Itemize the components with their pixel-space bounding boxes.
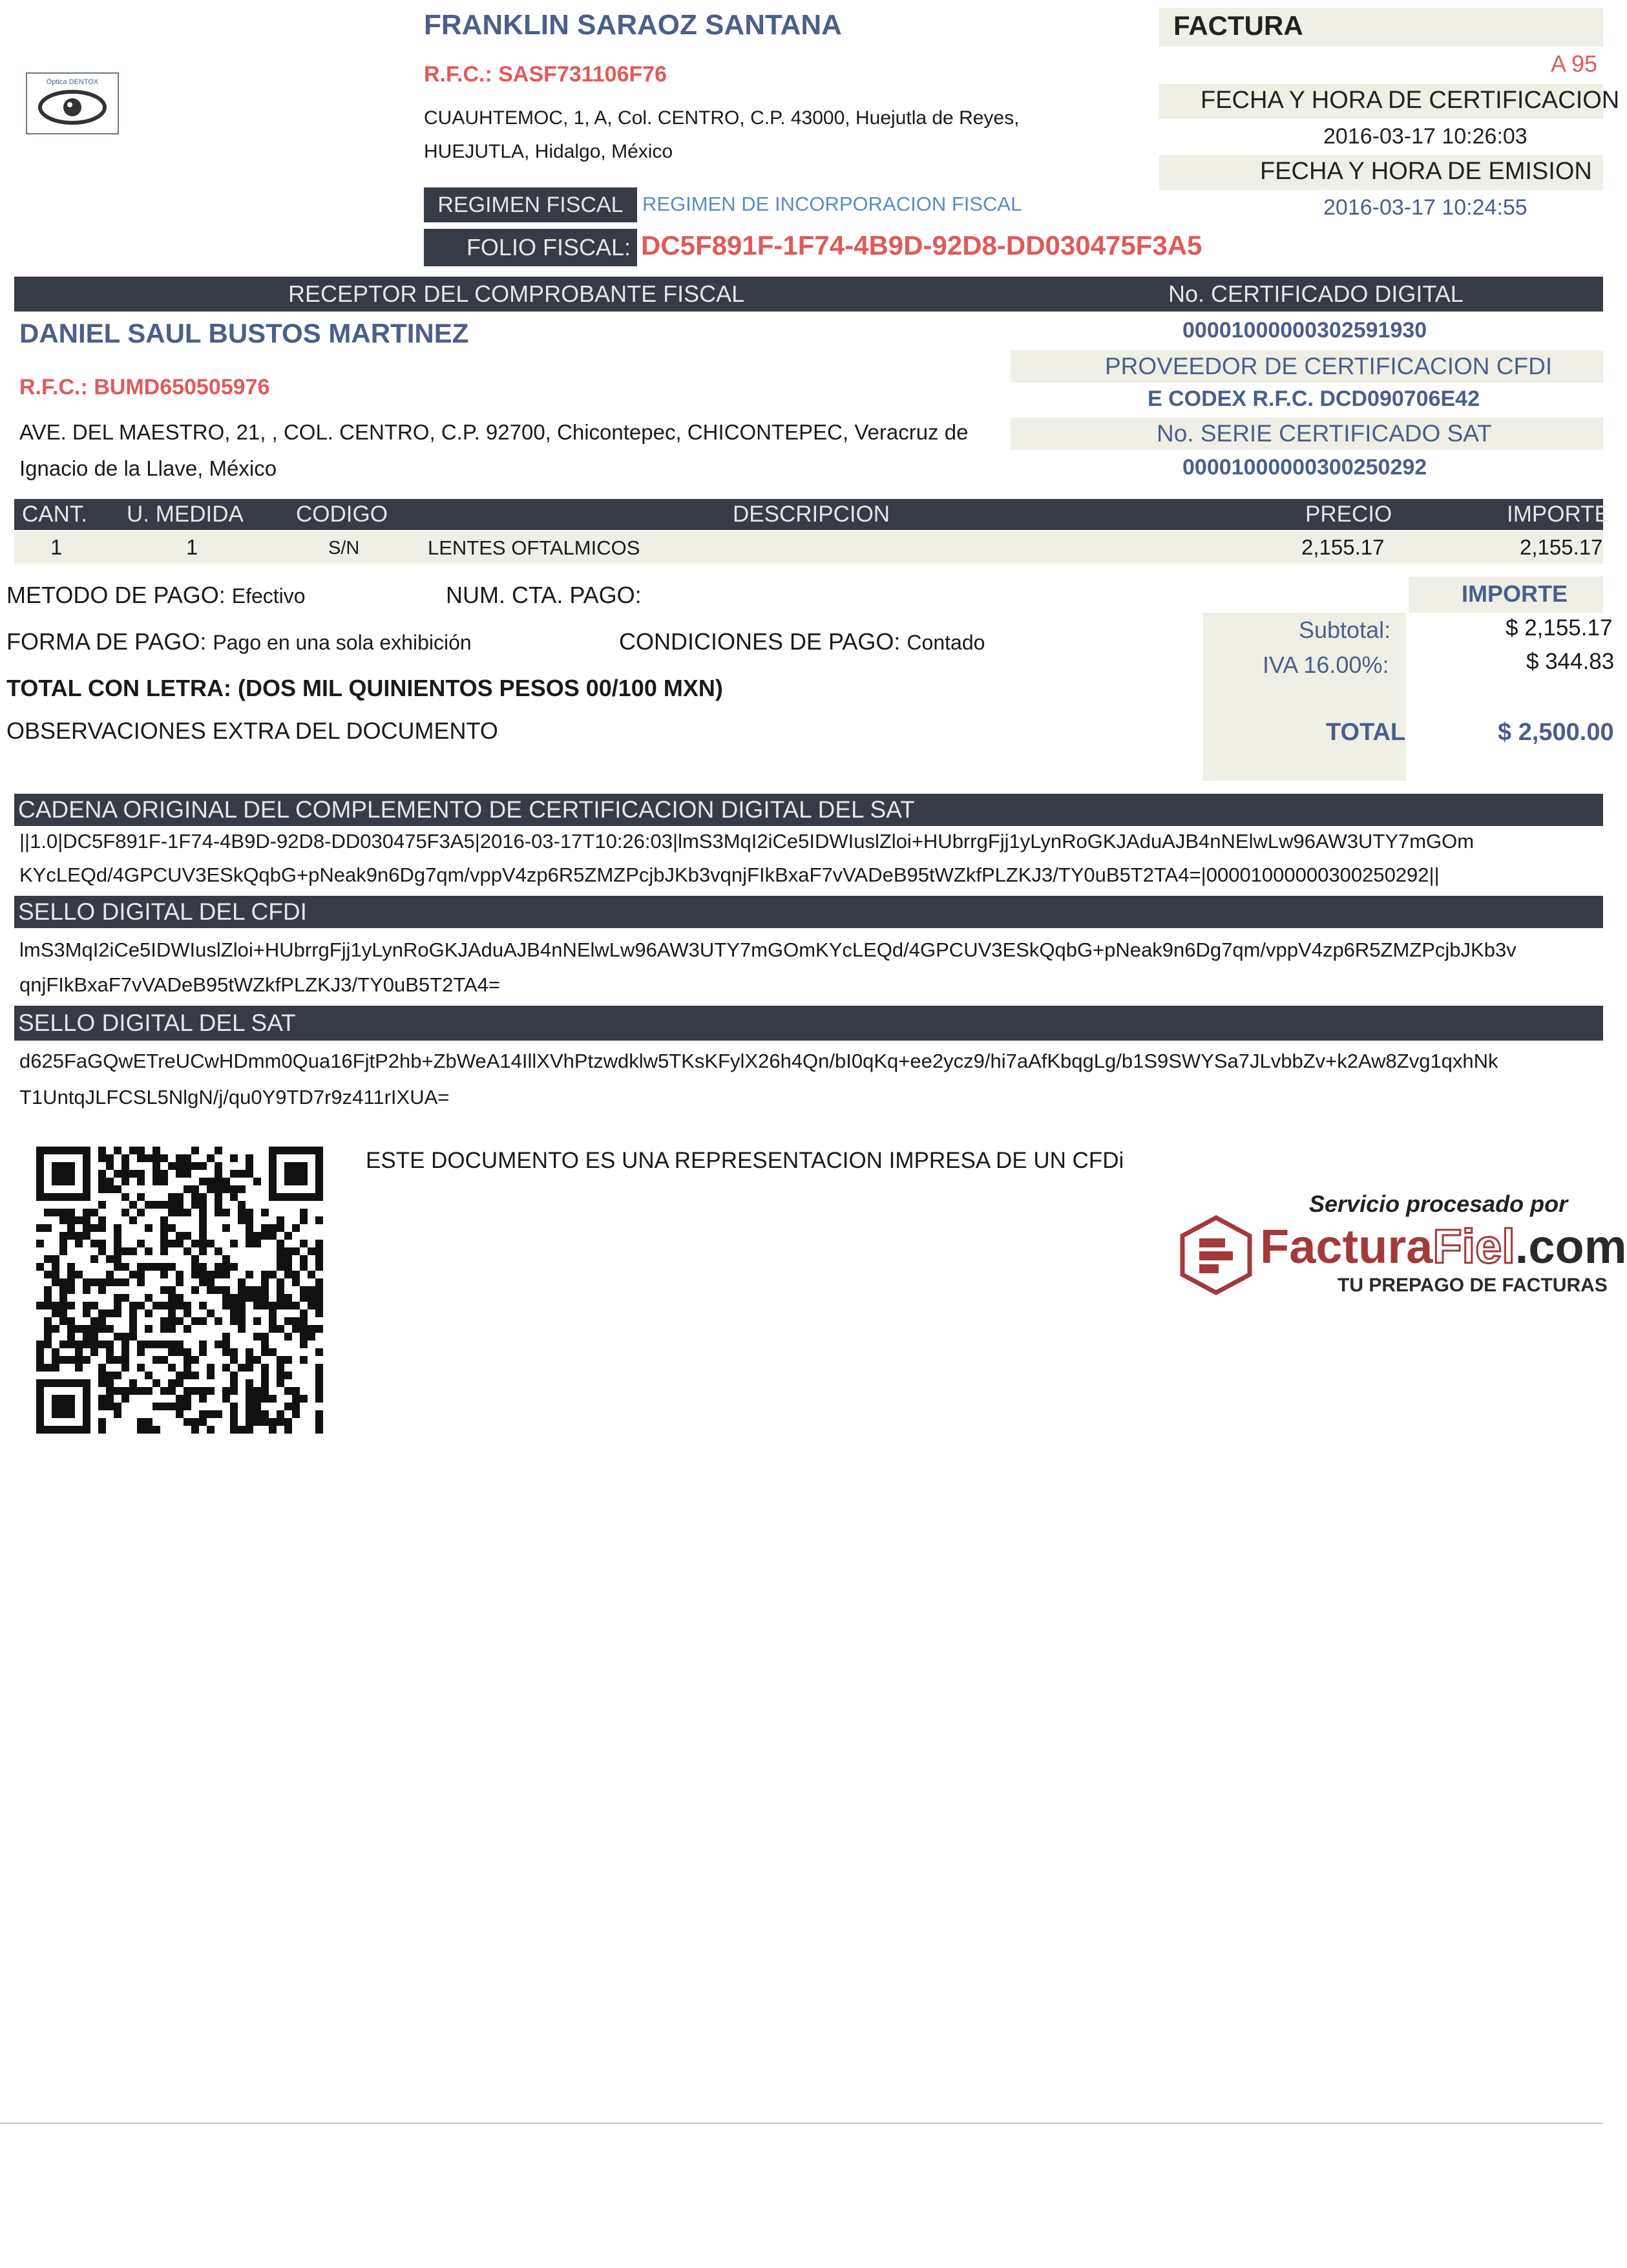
qr-code-icon [36, 1147, 323, 1434]
regimen-label: REGIMEN FISCAL [424, 187, 637, 222]
conditions-value: Contado [907, 631, 985, 654]
sello-cfdi-line1: lmS3MqI2iCe5IDWIuslZloi+HUbrrgFjj1yLynRoGKJAduAJB4nNElwLw96AW3UTY7mGOmKYcLEQd/4GPCUV3ESkQqbG+pNeak9n6Dg7qm/vppV4zp6R5ZMZPcjbJKb3v [19, 938, 1517, 961]
receptor-address-line1: AVE. DEL MAESTRO, 21, , COL. CENTRO, C.P. 92700, Chicontepec, CHICONTEPEC, Veracruz de [19, 420, 969, 444]
certificate-number: 00001000000302591930 [1182, 318, 1427, 343]
account-label: NUM. CTA. PAGO: [446, 582, 642, 608]
cadena-header-bar [14, 794, 1603, 826]
payment-form-value: Pago en una sola exhibición [213, 631, 472, 654]
brand-part3: .com [1515, 1220, 1627, 1273]
issuer-address-line1: CUAUHTEMOC, 1, A, Col. CENTRO, C.P. 43000, Huejutla de Reyes, [424, 107, 1020, 129]
sat-serial-value: 00001000000300250292 [1182, 455, 1427, 480]
brand-part1: Factura [1260, 1220, 1433, 1273]
totals-header: IMPORTE [1462, 580, 1568, 607]
col-desc: DESCRIPCION [733, 502, 890, 527]
issuer-logo-text: Óptica DENTOX [46, 78, 99, 86]
col-price: PRECIO [1305, 502, 1392, 527]
col-cant: CANT. [22, 502, 88, 527]
invoice-number: A 95 [1551, 50, 1598, 77]
brand-part2: Fiel [1433, 1220, 1515, 1273]
cert-date-value: 2016-03-17 10:26:03 [1323, 124, 1527, 149]
issuer-name: FRANKLIN SARAOZ SANTANA [424, 9, 842, 41]
row-amount: 2,155.17 [1520, 535, 1603, 559]
factura-title: FACTURA [1173, 10, 1303, 41]
receptor-header: RECEPTOR DEL COMPROBANTE FISCAL [288, 281, 745, 307]
cadena-line2: KYcLEQd/4GPCUV3ESkQqbG+pNeak9n6Dg7qm/vppV4zp6R5ZMZPcjbJKb3vqnjFIkBxaF7vVADeB95tWZkfPLZKJ3/TY0uB5T2TA4=|00001000000300250292|| [19, 864, 1440, 886]
brand-tagline: TU PREPAGO DE FACTURAS [1338, 1275, 1608, 1296]
row-cant: 1 [50, 535, 63, 559]
sat-serial-label: No. SERIE CERTIFICADO SAT [1157, 420, 1492, 447]
col-amount: IMPORTE [1507, 502, 1610, 527]
facturafiel-logo-icon [1177, 1214, 1255, 1295]
total-label: TOTAL [1326, 719, 1406, 746]
cadena-line1: ||1.0|DC5F891F-1F74-4B9D-92D8-DD030475F3A5|2016-03-17T10:26:03|lmS3MqI2iCe5IDWIuslZloi+HUbrrgFjj1yLynRoGKJAduAJB4nNElwLw96AW3UTY7mGOm [19, 830, 1475, 853]
subtotal-value: $ 2,155.17 [1506, 615, 1613, 641]
issuer-logo [26, 72, 119, 134]
table-row [14, 531, 1603, 564]
facturafiel-brand [1260, 1220, 1627, 1273]
payment-method [6, 582, 306, 609]
cadena-header: CADENA ORIGINAL DEL COMPLEMENTO DE CERTIFICACION DIGITAL DEL SAT [18, 796, 915, 823]
eye-logo-icon [27, 74, 118, 133]
col-code: CODIGO [296, 502, 388, 527]
row-unit: 1 [186, 535, 198, 559]
payment-method-label: METODO DE PAGO: [6, 582, 226, 608]
service-notice: Servicio procesado por [1309, 1191, 1568, 1217]
receptor-header-bar [14, 277, 1603, 312]
observations: OBSERVACIONES EXTRA DEL DOCUMENTO [6, 717, 498, 744]
issuer-address-line2: HUEJUTLA, Hidalgo, México [424, 141, 673, 162]
sello-cfdi-header-bar [14, 896, 1603, 928]
receptor-rfc: R.F.C.: BUMD650505976 [19, 375, 270, 399]
payment-form-label: FORMA DE PAGO: [6, 628, 207, 655]
sello-sat-line2: T1UntqJLFCSL5NlgN/j/qu0Y9TD7r9z411rIXUA= [19, 1086, 450, 1108]
regimen-value: REGIMEN DE INCORPORACION FISCAL [642, 193, 1022, 215]
cert-date-label: FECHA Y HORA DE CERTIFICACION [1201, 87, 1620, 114]
sello-sat-line1: d625FaGQwETreUCwHDmm0Qua16FjtP2hb+ZbWeA14IllXVhPtzwdklw5TKsKFylX26h4Qn/bI0qKq+ee2ycz9/hi7aAfKbqgLg/b1S9SWYSa7JLvbbZv+k2Aw8Zvg1qxhNk [19, 1050, 1498, 1072]
sello-sat-header: SELLO DIGITAL DEL SAT [18, 1010, 296, 1036]
sello-sat-header-bar [14, 1006, 1603, 1041]
iva-value: $ 344.83 [1526, 649, 1615, 674]
subtotal-label: Subtotal: [1299, 617, 1391, 643]
total-value: $ 2,500.00 [1498, 719, 1614, 746]
iva-label: IVA 16.00%: [1263, 652, 1389, 678]
emission-date-label: FECHA Y HORA DE EMISION [1260, 158, 1592, 185]
row-desc: LENTES OFTALMICOS [428, 536, 640, 559]
receptor-address-line2: Ignacio de la Llave, México [19, 456, 277, 480]
conditions-label: CONDICIONES DE PAGO: [619, 628, 901, 655]
provider-value: E CODEX R.F.C. DCD090706E42 [1148, 387, 1480, 411]
total-in-words: TOTAL CON LETRA: (DOS MIL QUINIENTOS PESOS 00/100 MXN) [6, 675, 723, 701]
row-code: S/N [328, 538, 360, 558]
sello-cfdi-header: SELLO DIGITAL DEL CFDI [18, 898, 307, 925]
items-header-bar [14, 499, 1610, 530]
col-unit: U. MEDIDA [127, 502, 244, 527]
payment-method-value: Efectivo [231, 584, 306, 608]
receptor-name: DANIEL SAUL BUSTOS MARTINEZ [19, 318, 469, 348]
folio-label: FOLIO FISCAL: [424, 229, 637, 266]
scan-edge-line [0, 2123, 1603, 2124]
folio-value: DC5F891F-1F74-4B9D-92D8-DD030475F3A5 [641, 230, 1202, 260]
payment-conditions [619, 628, 985, 655]
payment-form [6, 628, 472, 655]
row-price: 2,155.17 [1301, 535, 1385, 559]
sello-cfdi-line2: qnjFIkBxaF7vVADeB95tWZkfPLZKJ3/TY0uB5T2TA4= [19, 973, 500, 996]
emission-date-value: 2016-03-17 10:24:55 [1323, 195, 1527, 220]
issuer-rfc: R.F.C.: SASF731106F76 [424, 62, 667, 87]
certificate-header: No. CERTIFICADO DIGITAL [1168, 281, 1464, 307]
representation-notice: ESTE DOCUMENTO ES UNA REPRESENTACION IMPRESA DE UN CFDi [366, 1148, 1124, 1173]
provider-label: PROVEEDOR DE CERTIFICACION CFDI [1105, 353, 1553, 379]
